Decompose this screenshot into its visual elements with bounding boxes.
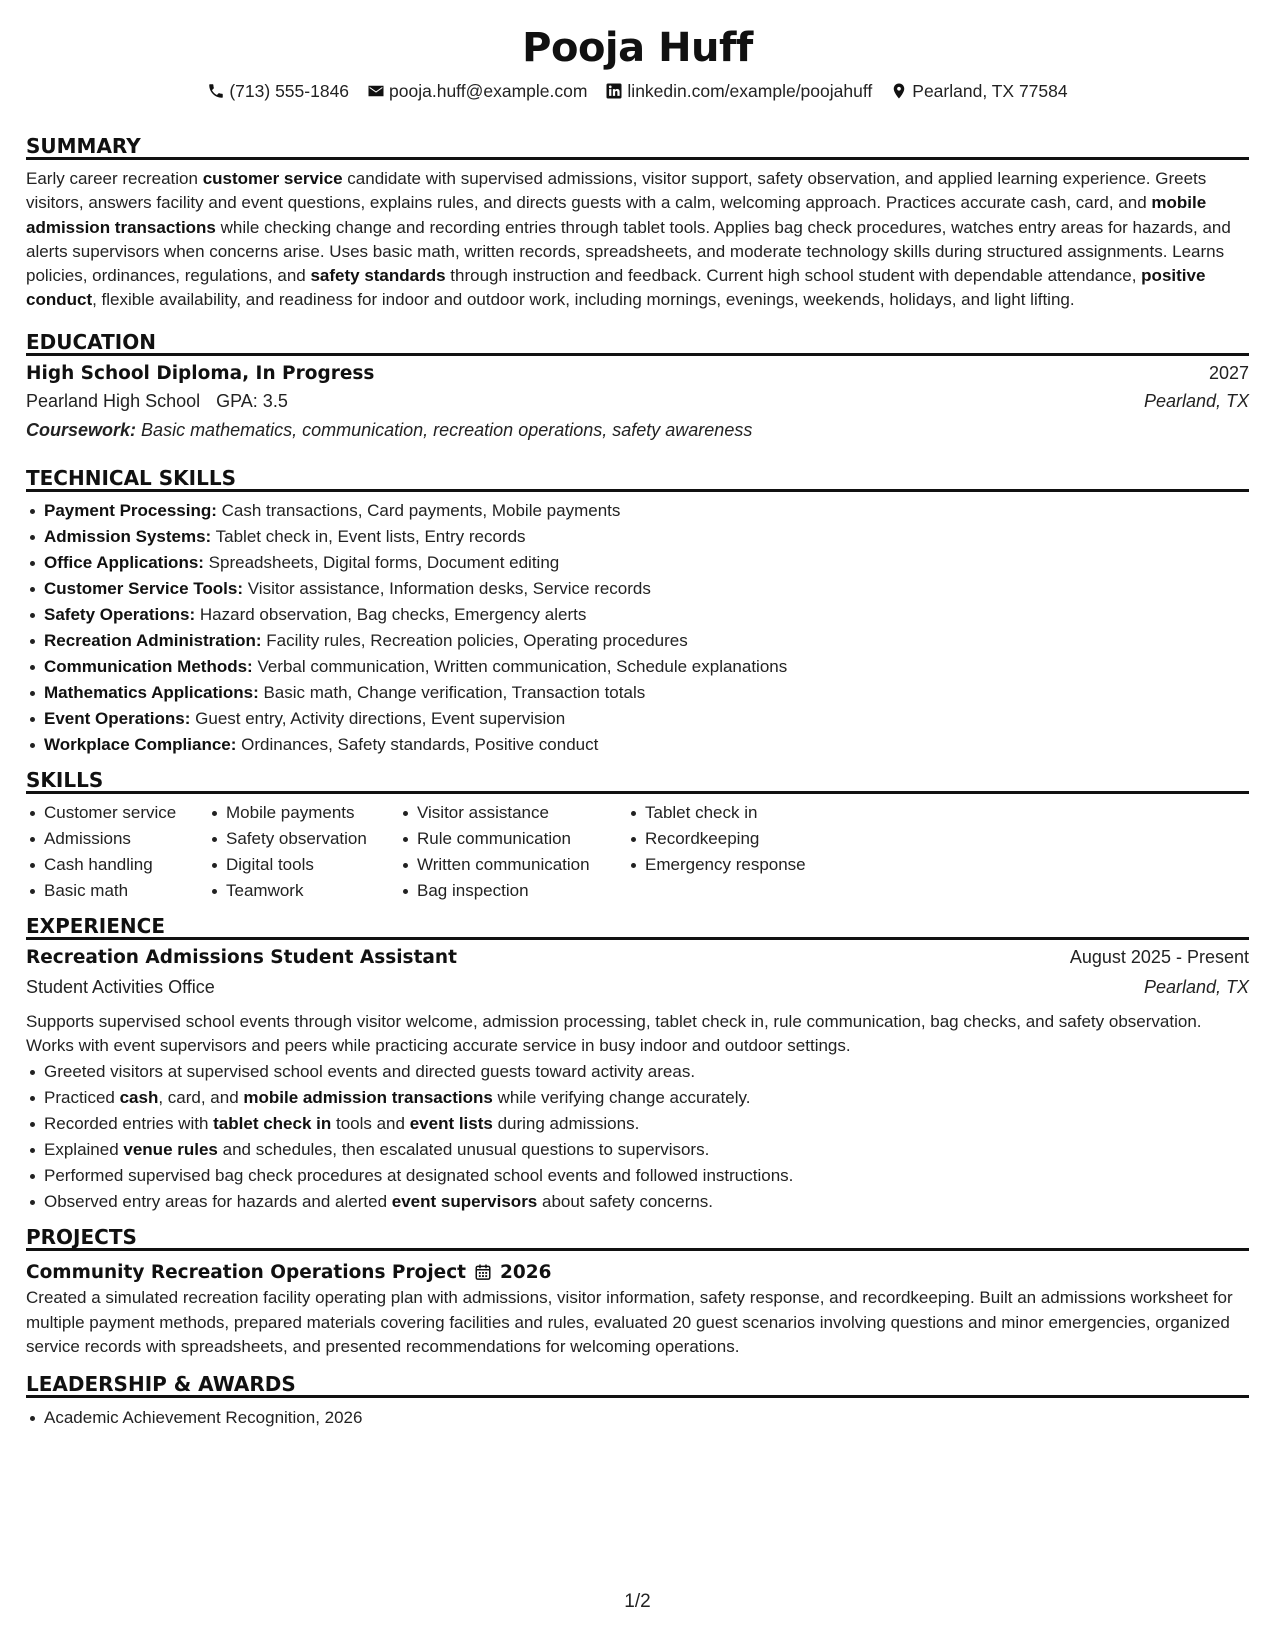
- skill-item: Emergency response: [627, 852, 827, 878]
- experience-bullet: Explained venue rules and schedules, then escalated unusual questions to supervisors.: [26, 1137, 1249, 1163]
- skills-section: [26, 766, 1249, 904]
- skill-item: Safety observation: [208, 826, 399, 852]
- technical-skills-section: [26, 464, 1249, 758]
- education-year: 2027: [1208, 362, 1249, 383]
- education-school-row: [26, 391, 1249, 420]
- technical-skill-item: Recreation Administration: Facility rules, Recreation policies, Operating procedures: [26, 628, 1249, 654]
- project-description: Created a simulated recreation facility operating plan with admissions, visitor information, safety response, and recordkeeping. Built an admissions worksheet for multiple payment methods, prepared materials covering facilities and rules, evaluated 20 guest scenarios involving questions and minor emergencies, organized service records with spreadsheets, and presented recommendations for welcoming operations.: [26, 1288, 1233, 1356]
- section-title-education: EDUCATION: [26, 328, 1249, 356]
- leadership-section: [26, 1370, 1249, 1431]
- section-title-projects: PROJECTS: [26, 1223, 1249, 1251]
- skill-item: Customer service: [26, 800, 208, 826]
- phone-text: (713) 555-1846: [229, 80, 350, 101]
- experience-org-row: [26, 977, 1249, 1007]
- experience-header-row: [26, 947, 1249, 977]
- linkedin-text: linkedin.com/example/poojahuff: [627, 80, 873, 101]
- experience-bullets: [26, 1059, 1249, 1215]
- technical-skills-list: [26, 498, 1249, 758]
- summary-text: Early career recreation customer service candidate with supervised admissions, visitor support, safety observation, and applied learning experience. Greets visitors, answers facility and event questions, explains rules, and directs guests with a calm, welcoming approach. Practices accurate cash, card, and mobile admission transactions while checking change and recording entries through tablet tools. Applies bag check procedures, watches entry areas for hazards, and alerts supervisors when concerns arise. Uses basic math, written records, spreadsheets, and moderate technology skills during structured assignments. Learns policies, ordinances, regulations, and safety standards through instruction and feedback. Current high school student with dependable attendance, positive conduct, flexible availability, and readiness for indoor and outdoor work, including mornings, evenings, weekends, holidays, and light lifting.: [26, 169, 1231, 310]
- section-title-skills: SKILLS: [26, 766, 1249, 794]
- education-header-row: [26, 363, 1249, 391]
- location-text: Pearland, TX 77584: [912, 80, 1068, 101]
- skill-item: Digital tools: [208, 852, 399, 878]
- technical-skill-item: Office Applications: Spreadsheets, Digital forms, Document editing: [26, 550, 1249, 576]
- school-line: [26, 391, 288, 412]
- technical-skill-item: Safety Operations: Hazard observation, Bag checks, Emergency alerts: [26, 602, 1249, 628]
- contact-email[interactable]: [367, 81, 587, 102]
- skills-column: [399, 800, 627, 904]
- school-name: Pearland High School: [26, 390, 201, 411]
- technical-skill-item: Customer Service Tools: Visitor assistance, Information desks, Service records: [26, 576, 1249, 602]
- skill-item: Basic math: [26, 878, 208, 904]
- coursework-label: Coursework:: [26, 419, 137, 440]
- coursework-value: Basic mathematics, communication, recreation operations, safety awareness: [141, 419, 753, 440]
- skills-column: [26, 800, 208, 904]
- skill-item: Visitor assistance: [399, 800, 627, 826]
- education-location: Pearland, TX: [1143, 390, 1249, 411]
- skills-column: [208, 800, 399, 904]
- gpa: GPA: 3.5: [216, 390, 288, 411]
- skill-item: Cash handling: [26, 852, 208, 878]
- contact-bar: [26, 78, 1249, 104]
- phone-icon: [207, 82, 225, 100]
- contact-phone[interactable]: [207, 81, 349, 102]
- skill-item: Admissions: [26, 826, 208, 852]
- coursework-line: [26, 420, 1249, 449]
- skills-grid: [26, 800, 1249, 904]
- section-title-leadership: LEADERSHIP & AWARDS: [26, 1370, 1249, 1398]
- experience-location: Pearland, TX: [1143, 976, 1249, 997]
- technical-skill-item: Payment Processing: Cash transactions, Card payments, Mobile payments: [26, 498, 1249, 524]
- experience-bullet: Observed entry areas for hazards and alerted event supervisors about safety concerns.: [26, 1189, 1249, 1215]
- experience-bullet: Greeted visitors at supervised school events and directed guests toward activity areas.: [26, 1059, 1249, 1085]
- degree-title: High School Diploma, In Progress: [26, 362, 375, 384]
- calendar-icon: [474, 1263, 492, 1281]
- experience-section: [26, 912, 1249, 1216]
- resume-page: [26, 0, 1249, 1650]
- contact-location: [890, 81, 1067, 102]
- award-item: Academic Achievement Recognition, 2026: [26, 1405, 1249, 1431]
- technical-skill-item: Workplace Compliance: Ordinances, Safety standards, Positive conduct: [26, 732, 1249, 758]
- role-title: Recreation Admissions Student Assistant: [26, 946, 457, 968]
- contact-linkedin[interactable]: [605, 81, 872, 102]
- experience-bullet: Performed supervised bag check procedures at designated school events and followed instructions.: [26, 1163, 1249, 1189]
- experience-bullet: Recorded entries with tablet check in tools and event lists during admissions.: [26, 1111, 1249, 1137]
- skill-item: Teamwork: [208, 878, 399, 904]
- organization: Student Activities Office: [26, 976, 215, 997]
- skill-item: Tablet check in: [627, 800, 827, 826]
- experience-description: Supports supervised school events through visitor welcome, admission processing, tablet check in, rule communication, bag checks, and safety observation. Works with event supervisors and peers while practicing accurate service in busy indoor and outdoor settings.: [26, 1011, 1202, 1056]
- section-title-technical-skills: TECHNICAL SKILLS: [26, 464, 1249, 492]
- skills-column: [627, 800, 827, 904]
- skill-item: Bag inspection: [399, 878, 627, 904]
- skill-item: Recordkeeping: [627, 826, 827, 852]
- summary-section: [26, 132, 1249, 313]
- location-icon: [890, 82, 908, 100]
- technical-skill-item: Event Operations: Guest entry, Activity directions, Event supervision: [26, 706, 1249, 732]
- projects-section: [26, 1223, 1249, 1359]
- project-name: Community Recreation Operations Project: [26, 1261, 467, 1283]
- linkedin-icon: [605, 82, 623, 100]
- experience-bullet: Practiced cash, card, and mobile admission transactions while verifying change accurately.: [26, 1085, 1249, 1111]
- skill-item: Rule communication: [399, 826, 627, 852]
- technical-skill-item: Mathematics Applications: Basic math, Change verification, Transaction totals: [26, 680, 1249, 706]
- technical-skill-item: Communication Methods: Verbal communication, Written communication, Schedule explanations: [26, 654, 1249, 680]
- skill-item: Written communication: [399, 852, 627, 878]
- role-dates: August 2025 - Present: [1069, 946, 1249, 967]
- email-text: pooja.huff@example.com: [389, 80, 588, 101]
- project-title-row: [26, 1258, 1249, 1286]
- email-icon: [367, 82, 385, 100]
- section-title-summary: SUMMARY: [26, 132, 1249, 160]
- technical-skill-item: Admission Systems: Tablet check in, Event lists, Entry records: [26, 524, 1249, 550]
- skill-item: Mobile payments: [208, 800, 399, 826]
- page-number: 1/2: [624, 1591, 651, 1612]
- education-section: [26, 328, 1249, 449]
- leadership-list: [26, 1405, 1249, 1431]
- project-year: 2026: [500, 1261, 552, 1283]
- section-title-experience: EXPERIENCE: [26, 912, 1249, 940]
- candidate-name: Pooja Huff: [522, 25, 753, 71]
